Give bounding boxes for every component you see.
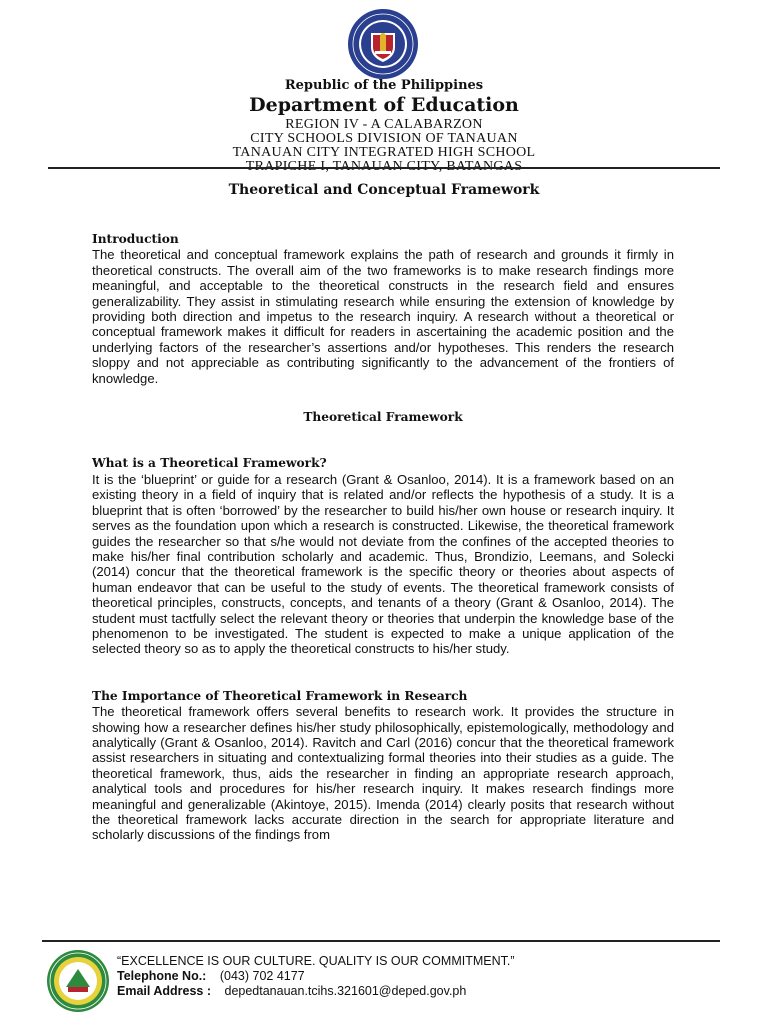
importance-heading: The Importance of Theoretical Framework in Research — [92, 688, 468, 703]
division-label: CITY SCHOOLS DIVISION OF TANAUAN — [250, 131, 518, 146]
email-row — [117, 984, 515, 999]
telephone-value: (043) 702 4177 — [219, 969, 305, 983]
header-divider — [48, 167, 720, 169]
document-title: Theoretical and Conceptual Framework — [228, 182, 540, 198]
section-heading: Theoretical Framework — [303, 410, 463, 425]
importance-paragraph: The theoretical framework offers several benefits to research work. It provides the structure in showing how a researcher defines his/her study philosophically, epistemologically, methodology and analytically (Grant & Osanloo, 2014). Ravitch and Carl (2016) concur that the theoretical framework assist researchers in situating and contextualizing formal theories into their studies as a guide. The theoretical framework, thus, aids the researcher in finding an appropriate research approach, analytical tools and procedures for his/her research inquiry. It makes research findings more meaningful and generalizable (Akintoye, 2015). Imenda (2014) clearly posits that research without the theoretical framework lacks accurate direction in the search for appropriate literature and scholarly discussions of the findings from — [92, 704, 674, 843]
telephone-label: Telephone No.: — [117, 969, 207, 983]
email-value: depedtanauan.tcihs.321601@deped.gov.ph — [224, 984, 467, 998]
department-title: Department of Education — [249, 94, 519, 116]
school-motto: “EXCELLENCE IS OUR CULTURE. QUALITY IS OUR COMMITMENT.” — [117, 954, 515, 968]
footer-info — [117, 954, 515, 999]
intro-heading: Introduction — [92, 232, 179, 246]
intro-paragraph: The theoretical and conceptual framework explains the path of research and grounds it firmly in theoretical constructs. The overall aim of the two frameworks is to make research findings more meaningful, and acceptable to the theoretical constructs in the research field and ensures generalizability. They assist in stimulating research while ensuring the extension of knowledge by providing both direction and impetus to the research inquiry. A research without a theoretical or conceptual framework makes it difficult for readers in ascertaining the academic position and the underlying factors of the researcher’s assertions and/or hypotheses. This renders the research sloppy and not appreciable as contributing significantly to the advancement of the frontiers of knowledge. — [92, 247, 674, 386]
deped-seal-logo — [341, 7, 425, 81]
what-heading: What is a Theoretical Framework? — [92, 456, 327, 471]
telephone-row — [117, 969, 515, 984]
email-label: Email Address : — [117, 984, 212, 998]
school-label: TANAUAN CITY INTEGRATED HIGH SCHOOL — [232, 145, 536, 160]
region-label: REGION IV - A CALABARZON — [285, 117, 483, 132]
footer-divider — [42, 940, 720, 942]
document-body — [92, 232, 674, 843]
letterhead — [0, 79, 768, 174]
school-logo — [46, 949, 110, 1013]
republic-label: Republic of the Philippines — [284, 78, 484, 93]
what-paragraph: It is the ‘blueprint’ or guide for a research (Grant & Osanloo, 2014). It is a framework based on an existing theory in a field of inquiry that is related and/or reflects the hypothesis of a study. It is a blueprint that is often ‘borrowed’ by the researcher to build his/her own house or research inquiry. It serves as the foundation upon which a research is constructed. Likewise, the theoretical framework guides the researcher so that s/he would not deviate from the confines of the accepted theories to make his/her final contribution scholarly and academic. Thus, Brondizio, Leemans, and Solecki (2014) concur that the theoretical framework is the specific theory or theories about aspects of human endeavor that can be useful to the study of events. The theoretical framework consists of theoretical principles, constructs, concepts, and tenants of a theory (Grant & Osanloo, 2014). The student must tactfully select the relevant theory or theories that underpin the knowledge base of the phenomenon to be investigated. The student is expected to make a unique application of the selected theory so as to apply the theoretical constructs to his/her study. — [92, 471, 674, 657]
address-label: TRAPICHE I, TANAUAN CITY, BATANGAS — [245, 159, 523, 174]
